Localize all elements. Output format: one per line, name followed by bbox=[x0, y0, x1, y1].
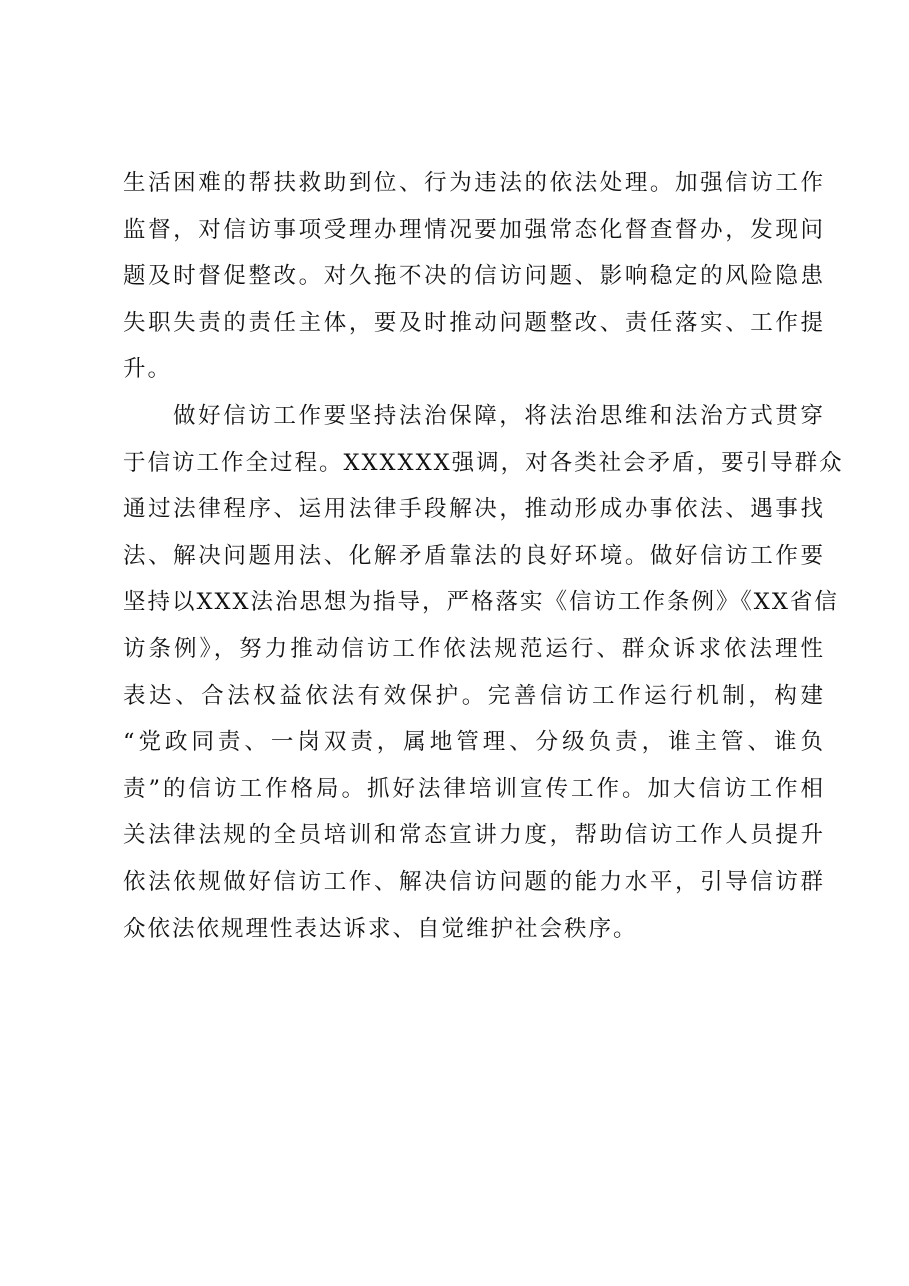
paragraph-2 bbox=[123, 393, 844, 952]
text-line: “党政同责、一岗双责，属地管理、分级负责，谁主管、谁负 bbox=[123, 729, 825, 756]
text-line: 通过法律程序、运用法律手段解决，推动形成办事依法、遇事找 bbox=[123, 496, 825, 523]
text-line: 做好信访工作要坚持法治保障，将法治思维和法治方式贯穿 bbox=[173, 402, 825, 429]
text-line: 监督，对信访事项受理办理情况要加强常态化督查督办，发现问 bbox=[123, 216, 825, 243]
document-body bbox=[123, 160, 844, 952]
text-line: 升。 bbox=[123, 356, 173, 383]
text-line: 表达、合法权益依法有效保护。完善信访工作运行机制，构建 bbox=[123, 682, 825, 709]
text-line: 坚持以XXX法治思想为指导，严格落实《信访工作条例》《XX省信 bbox=[123, 589, 839, 616]
text-line: 访条例》，努力推动信访工作依法规范运行、群众诉求依法理性 bbox=[123, 635, 825, 662]
text-line: 于信访工作全过程。XXXXXX强调，对各类社会矛盾，要引导群众 bbox=[123, 449, 844, 476]
text-line: 生活困难的帮扶救助到位、行为违法的依法处理。加强信访工作 bbox=[123, 170, 825, 196]
text-line: 关法律法规的全员培训和常态宣讲力度，帮助信访工作人员提升 bbox=[123, 822, 825, 849]
text-line: 责”的信访工作格局。抓好法律培训宣传工作。加大信访工作相 bbox=[123, 775, 825, 802]
text-line: 题及时督促整改。对久拖不决的信访问题、影响稳定的风险隐患 bbox=[123, 263, 825, 290]
text-line: 法、解决问题用法、化解矛盾靠法的良好环境。做好信访工作要 bbox=[123, 542, 825, 569]
text-line: 依法依规做好信访工作、解决信访问题的能力水平，引导信访群 bbox=[123, 868, 825, 895]
text-line: 众依法依规理性表达诉求、自觉维护社会秩序。 bbox=[123, 915, 638, 942]
text-line: 失职失责的责任主体，要及时推动问题整改、责任落实、工作提 bbox=[123, 309, 825, 336]
paragraph-1 bbox=[123, 160, 825, 393]
